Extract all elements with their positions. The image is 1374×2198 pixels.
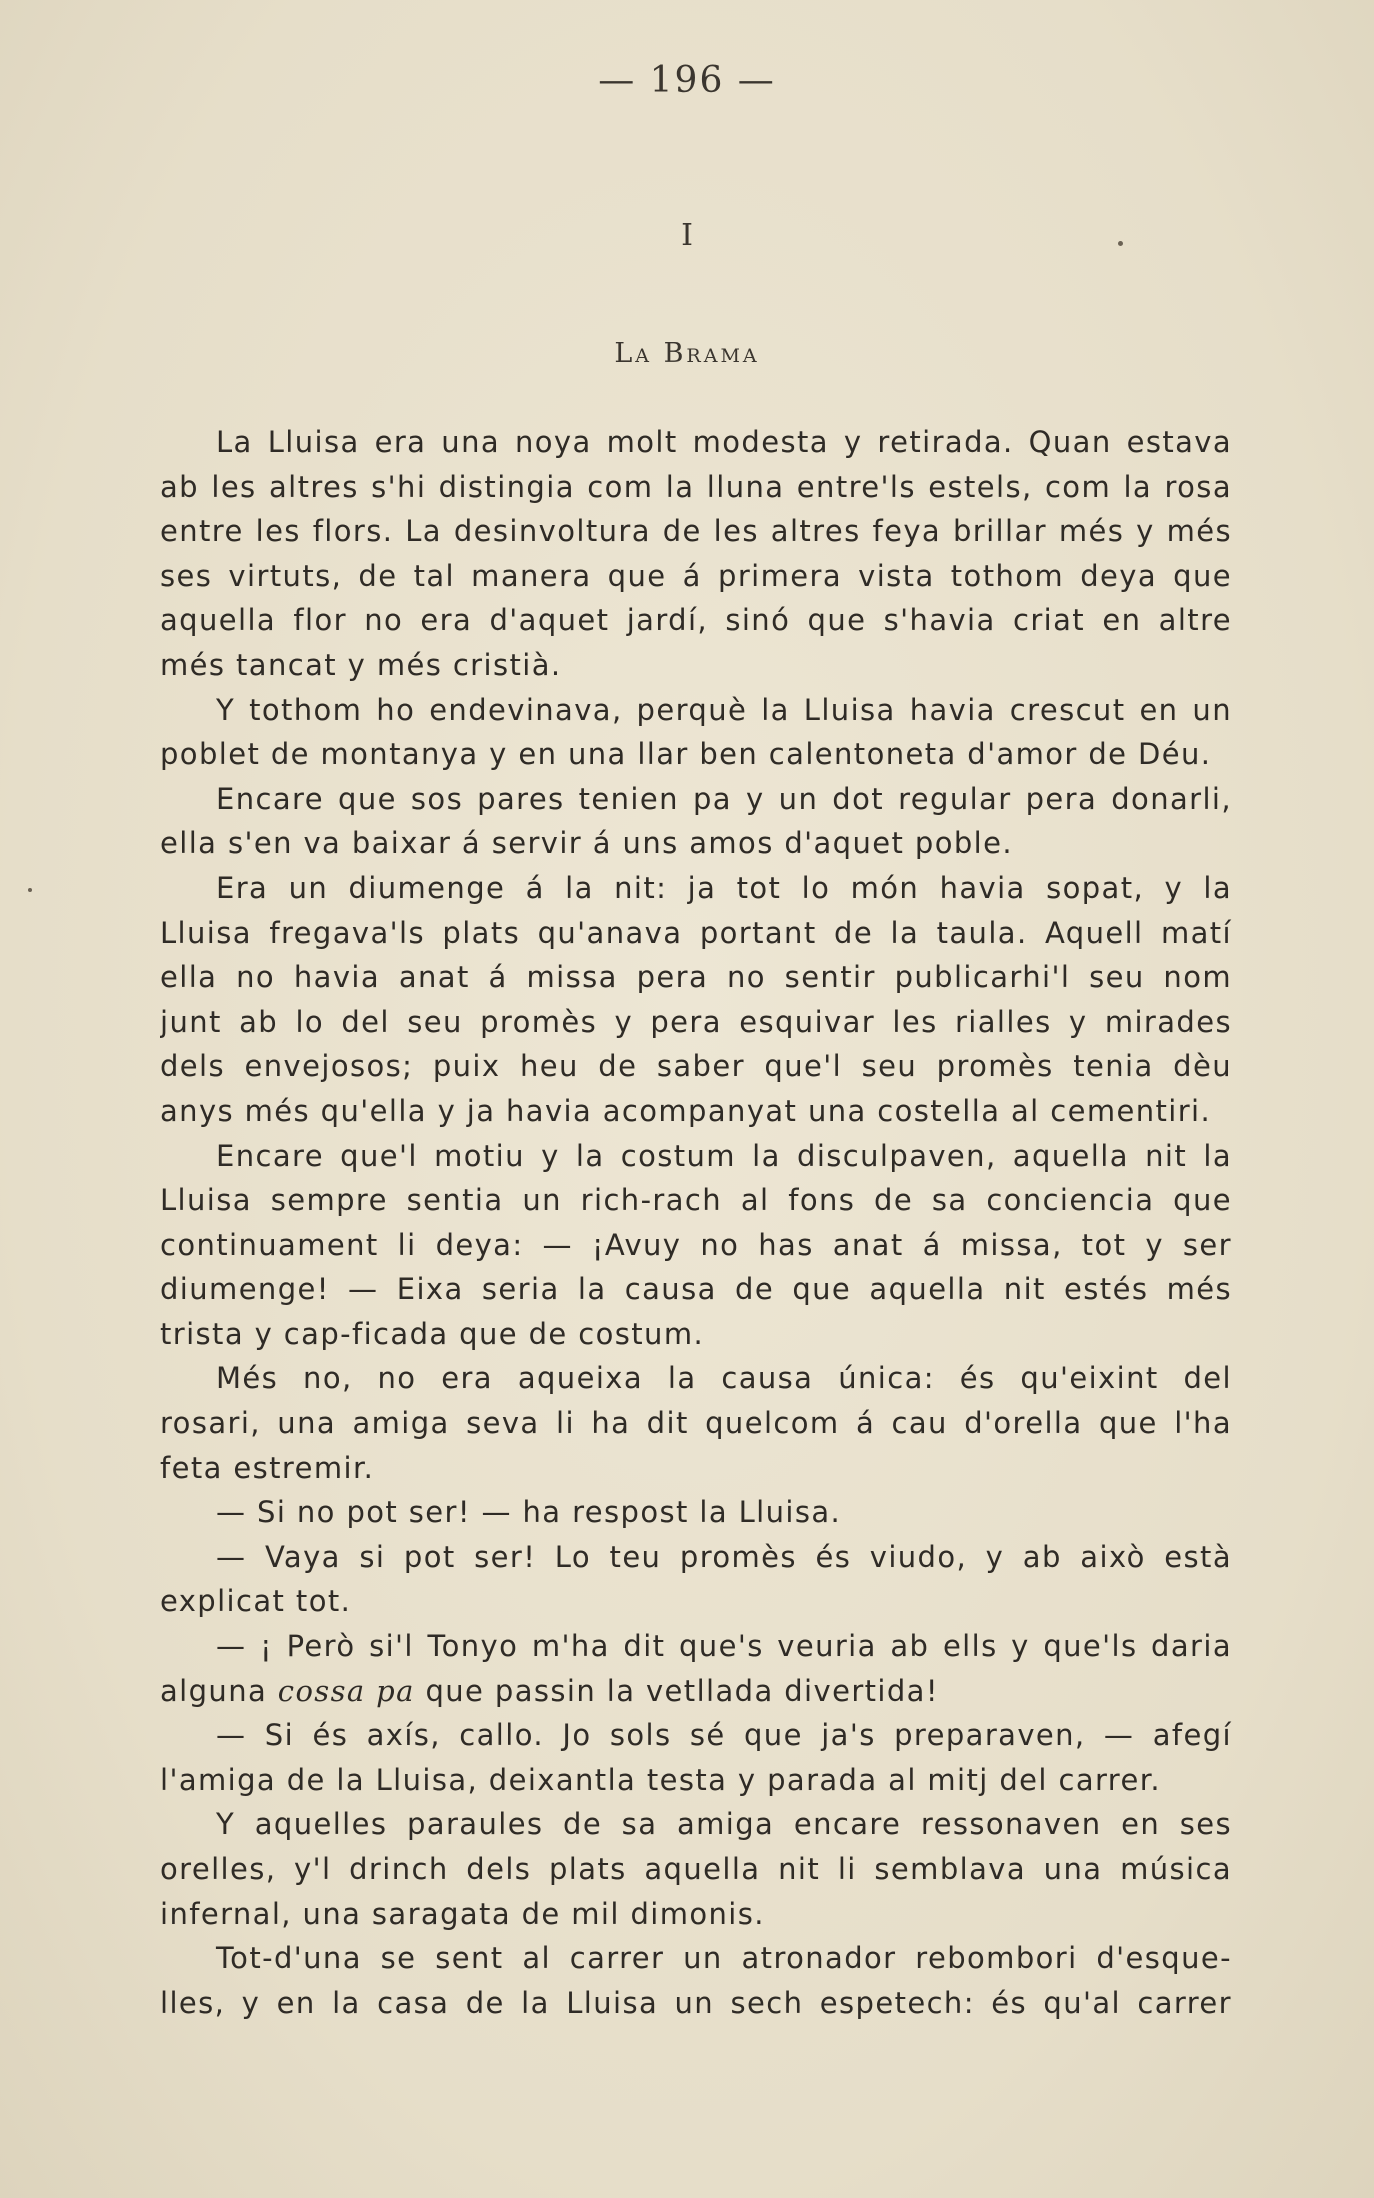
italic-phrase: cossa pa xyxy=(277,1673,415,1708)
text-line: aquella flor no era d'aquet jardí, sinó que s'havia criat en altre xyxy=(160,603,1232,638)
text-line: La Lluisa era una noya molt modesta y retirada. Quan estava xyxy=(216,425,1232,459)
text-segment: alguna xyxy=(160,1673,278,1708)
text-line: orelles, y'l drinch dels plats aquella nit li semblava una música xyxy=(160,1852,1232,1886)
text-line: Lluisa sempre sentia un rich-rach al fons de sa conciencia que xyxy=(160,1183,1232,1218)
text-segment: que passin la vetllada divertida! xyxy=(414,1673,939,1708)
print-speck xyxy=(28,888,32,892)
text-line: — Vaya si pot ser! Lo teu promès és viudo, y ab això està xyxy=(216,1539,1232,1574)
text-line: Més no, no era aqueixa la causa única: és qu'eixint del xyxy=(216,1361,1232,1396)
text-line: infernal, una saragata de mil dimonis. xyxy=(160,1896,765,1931)
chapter-title: La Brama xyxy=(614,338,760,369)
text-line: Lluisa fregava'ls plats qu'anava portant de la taula. Aquell matí xyxy=(160,915,1232,950)
text-line: Tot-d'una se sent al carrer un atronador rebombori d'esque- xyxy=(216,1941,1232,1976)
text-line xyxy=(160,1669,1232,1714)
chapter-number: I xyxy=(681,218,693,253)
text-line: ella s'en va baixar á servir á uns amos d'aquet poble. xyxy=(160,826,1013,861)
print-speck xyxy=(1118,241,1123,246)
text-line: — ¡ Però si'l Tonyo m'ha dit que's veuria ab ells y que'ls daria xyxy=(216,1629,1232,1664)
body-text xyxy=(160,420,1232,2025)
text-line: feta estremir. xyxy=(160,1450,375,1485)
text-line: — Si no pot ser! — ha respost la Lluisa. xyxy=(216,1495,842,1530)
text-line: poblet de montanya y en una llar ben calentoneta d'amor de Déu. xyxy=(160,737,1212,772)
text-line: Y aquelles paraules de sa amiga encare ressonaven en ses xyxy=(216,1807,1232,1842)
text-line: junt ab lo del seu promès y pera esquivar les rialles y mirades xyxy=(160,1004,1232,1039)
text-line: l'amiga de la Lluisa, deixantla testa y parada al mitj del carrer. xyxy=(160,1762,1162,1797)
text-line: lles, y en la casa de la Lluisa un sech espetech: és qu'al carrer xyxy=(160,1985,1232,2020)
text-line: dels envejosos; puix heu de saber que'l seu promès tenia dèu xyxy=(160,1049,1232,1084)
text-line: ses virtuts, de tal manera que á primera vista tothom deya que xyxy=(160,558,1232,593)
text-line: anys més qu'ella y ja havia acompanyat una costella al cementiri. xyxy=(160,1093,1212,1128)
text-line: ella no havia anat á missa pera no sentir publicarhi'l seu nom xyxy=(160,960,1232,995)
text-line: Y tothom ho endevinava, perquè la Lluisa havia crescut en un xyxy=(216,692,1232,727)
text-line: rosari, una amiga seva li ha dit quelcom á cau d'orella que l'ha xyxy=(160,1406,1232,1441)
text-line: continuament li deya: — ¡Avuy no has anat á missa, tot y ser xyxy=(160,1227,1232,1262)
text-line: entre les flors. La desinvoltura de les altres feya brillar més y més xyxy=(160,514,1232,549)
text-line: diumenge! — Eixa seria la causa de que aquella nit estés més xyxy=(160,1272,1232,1307)
text-line: — Si és axís, callo. Jo sols sé que ja's preparaven, — afegí xyxy=(216,1718,1232,1753)
text-line: més tancat y més cristià. xyxy=(160,647,562,682)
text-line: Encare que'l motiu y la costum la disculpaven, aquella nit la xyxy=(216,1138,1232,1173)
text-line: ab les altres s'hi distingia com la lluna entre'ls estels, com la rosa xyxy=(160,469,1232,504)
text-line: Era un diumenge á la nit: ja tot lo món havia sopat, y la xyxy=(216,870,1232,905)
text-line: trista y cap-ficada que de costum. xyxy=(160,1316,705,1351)
text-line: Encare que sos pares tenien pa y un dot regular pera donarli, xyxy=(216,781,1232,816)
page-number: — 196 — xyxy=(598,60,776,101)
text-line: explicat tot. xyxy=(160,1584,352,1619)
